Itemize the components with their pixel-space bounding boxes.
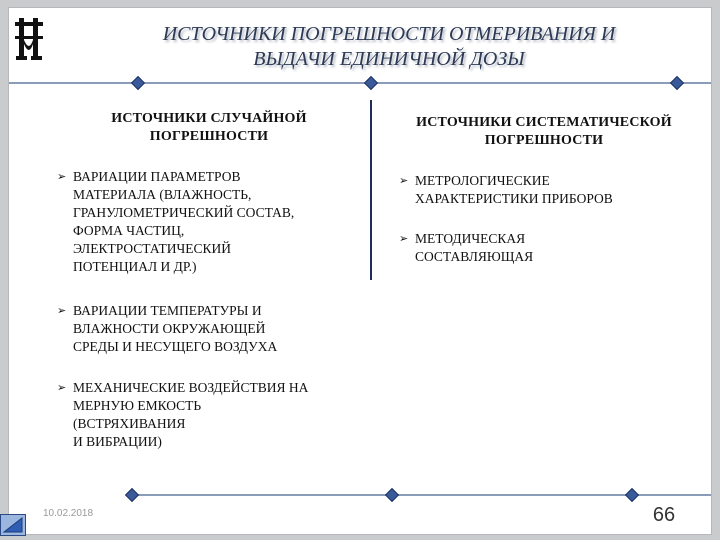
- diamond-marker: [364, 76, 378, 90]
- page-number: 66: [652, 504, 676, 526]
- right-column-heading: ИСТОЧНИКИ СИСТЕМАТИЧЕСКОЙ ПОГРЕШНОСТИ: [416, 115, 672, 148]
- bullet-arrow-icon: ➢: [57, 381, 67, 394]
- list-item-text: МЕТОДИЧЕСКАЯ СОСТАВЛЯЮЩАЯ: [415, 231, 534, 264]
- bullet-arrow-icon: ➢: [399, 174, 409, 187]
- emblem-icon: [13, 16, 45, 62]
- list-item-text: МЕТРОЛОГИЧЕСКИЕ ХАРАКТЕРИСТИКИ ПРИБОРОВ: [415, 173, 613, 206]
- list-item-text: ВАРИАЦИИ ПАРАМЕТРОВ МАТЕРИАЛА (ВЛАЖНОСТЬ, ГРАНУЛОМЕТРИЧЕСКИЙ СОСТАВ, ФОРМА ЧАСТИЦ, ЭЛЕКТРОСТАТИЧЕСКИЙ ПОТЕНЦИАЛ И ДР.): [73, 169, 295, 274]
- diamond-marker: [385, 488, 399, 502]
- top-divider: [9, 82, 711, 84]
- slide-title: [99, 22, 679, 72]
- diamond-marker: [125, 488, 139, 502]
- slide-date: 10.02.2018: [43, 508, 94, 519]
- title-line-1: ИСТОЧНИКИ ПОГРЕШНОСТИ ОТМЕРИВАНИЯ И: [162, 23, 616, 45]
- bullet-arrow-icon: ➢: [57, 304, 67, 317]
- left-column-heading: ИСТОЧНИКИ СЛУЧАЙНОЙ ПОГРЕШНОСТИ: [111, 111, 307, 144]
- title-line-2: ВЫДАЧИ ЕДИНИЧНОЙ ДОЗЫ: [253, 48, 525, 70]
- list-item: [57, 302, 373, 356]
- back-arrow-icon[interactable]: [0, 514, 26, 536]
- bullet-arrow-icon: ➢: [399, 232, 409, 245]
- list-item: [57, 379, 393, 451]
- list-item: [57, 168, 373, 276]
- list-item: [399, 172, 715, 208]
- list-item-text: ВАРИАЦИИ ТЕМПЕРАТУРЫ И ВЛАЖНОСТИ ОКРУЖАЮЩЕЙ СРЕДЫ И НЕСУЩЕГО ВОЗДУХА: [73, 303, 278, 354]
- diamond-marker: [625, 488, 639, 502]
- list-item: [399, 230, 715, 266]
- list-item-text: МЕХАНИЧЕСКИЕ ВОЗДЕЙСТВИЯ НА МЕРНУЮ ЕМКОСТЬ (ВСТРЯХИВАНИЯ И ВИБРАЦИИ): [73, 380, 309, 449]
- slide-frame: [9, 8, 711, 534]
- bullet-arrow-icon: ➢: [57, 170, 67, 183]
- diamond-marker: [670, 76, 684, 90]
- diamond-marker: [131, 76, 145, 90]
- bottom-divider: [127, 494, 711, 496]
